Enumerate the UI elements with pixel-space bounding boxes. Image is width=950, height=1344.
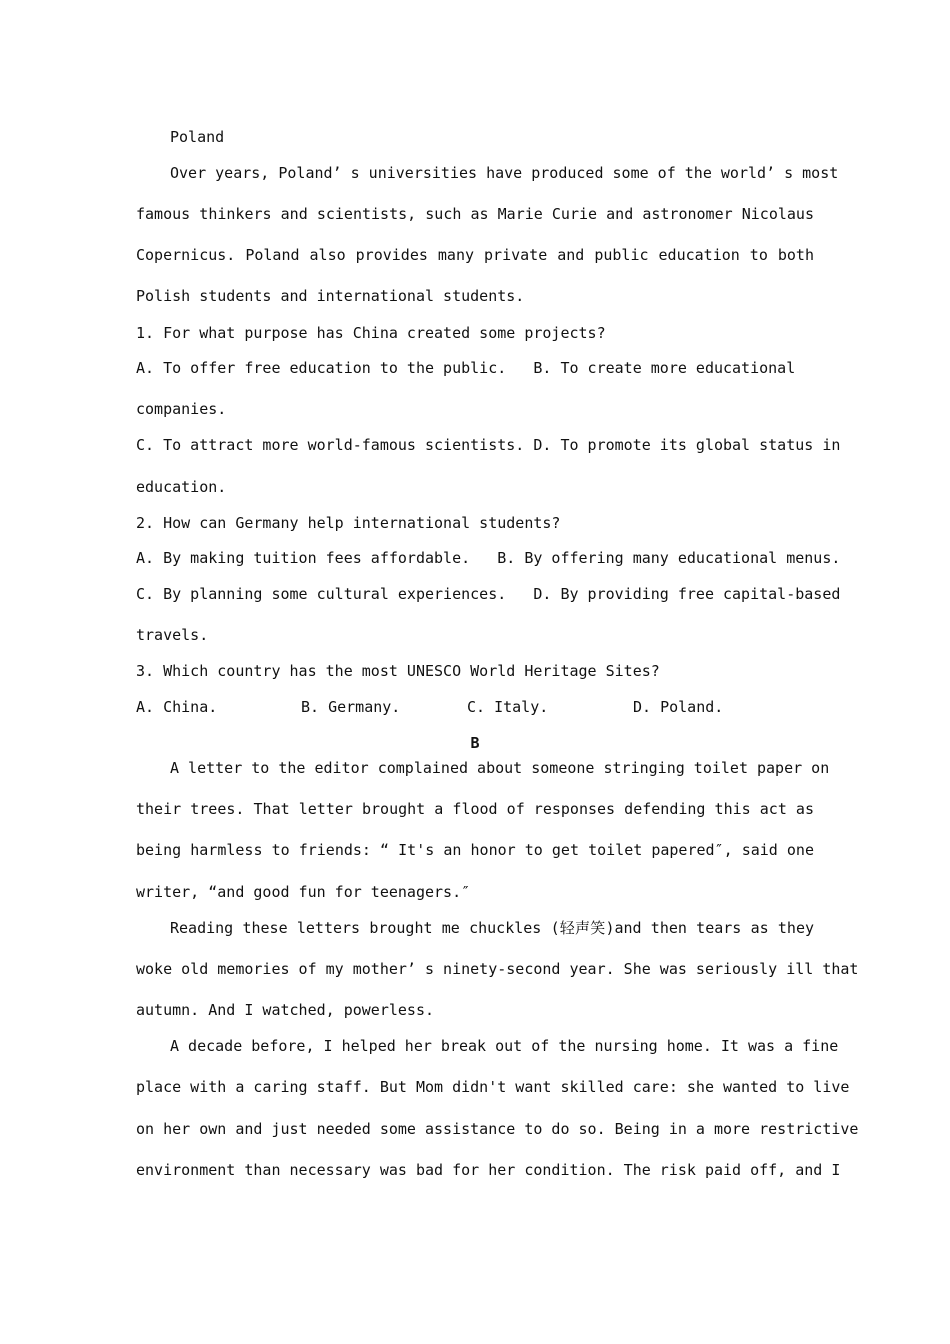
paragraph-line: Over years, Poland’ s universities have produced some of the world’ s most	[170, 164, 839, 182]
option-a: A. China.	[136, 698, 218, 716]
answer-options-line: education.	[136, 478, 227, 496]
paragraph-line: famous thinkers and scientists, such as Marie Curie and astronomer Nicolaus	[136, 205, 814, 223]
paragraph-line: writer, “and good fun for teenagers.″	[136, 883, 471, 901]
paragraph-line: place with a caring staff. But Mom didn't want skilled care: she wanted to live	[136, 1078, 850, 1096]
question-stem: 3. Which country has the most UNESCO World Heritage Sites?	[136, 662, 660, 680]
paragraph-line: Reading these letters brought me chuckles (轻声笑)and then tears as they	[170, 919, 814, 937]
paragraph-line: A letter to the editor complained about someone stringing toilet paper on	[170, 759, 830, 777]
option-c: C. Italy.	[467, 698, 549, 716]
paragraph-line: on her own and just needed some assistance to do so. Being in a more restrictive	[136, 1120, 859, 1138]
section-heading-poland: Poland	[170, 128, 225, 146]
paragraph-line: Copernicus. Poland also provides many private and public education to both	[136, 246, 814, 264]
paragraph-line: Polish students and international students.	[136, 287, 525, 305]
answer-options-line: A. By making tuition fees affordable. B. By offering many educational menus.	[136, 549, 841, 567]
answer-options-line: companies.	[136, 400, 227, 418]
paragraph-line: autumn. And I watched, powerless.	[136, 1001, 435, 1019]
answer-options-line: C. By planning some cultural experiences. D. By providing free capital-based	[136, 585, 841, 603]
question-stem: 1. For what purpose has China created some projects?	[136, 324, 606, 342]
paragraph-line: being harmless to friends: “ It's an honor to get toilet papered″, said one	[136, 841, 814, 859]
paragraph-line: woke old memories of my mother’ s ninety-second year. She was seriously ill that	[136, 960, 859, 978]
section-label-b: B	[470, 734, 480, 752]
paragraph-line: A decade before, I helped her break out of the nursing home. It was a fine	[170, 1037, 839, 1055]
option-b: B. Germany.	[301, 698, 401, 716]
option-d: D. Poland.	[633, 698, 724, 716]
paragraph-line: environment than necessary was bad for her condition. The risk paid off, and I	[136, 1161, 841, 1179]
paragraph-line: their trees. That letter brought a flood of responses defending this act as	[136, 800, 814, 818]
answer-options-line: travels.	[136, 626, 209, 644]
answer-options-line: C. To attract more world-famous scientists. D. To promote its global status in	[136, 436, 841, 454]
answer-options-line: A. To offer free education to the public. B. To create more educational	[136, 359, 796, 377]
question-stem: 2. How can Germany help international students?	[136, 514, 561, 532]
